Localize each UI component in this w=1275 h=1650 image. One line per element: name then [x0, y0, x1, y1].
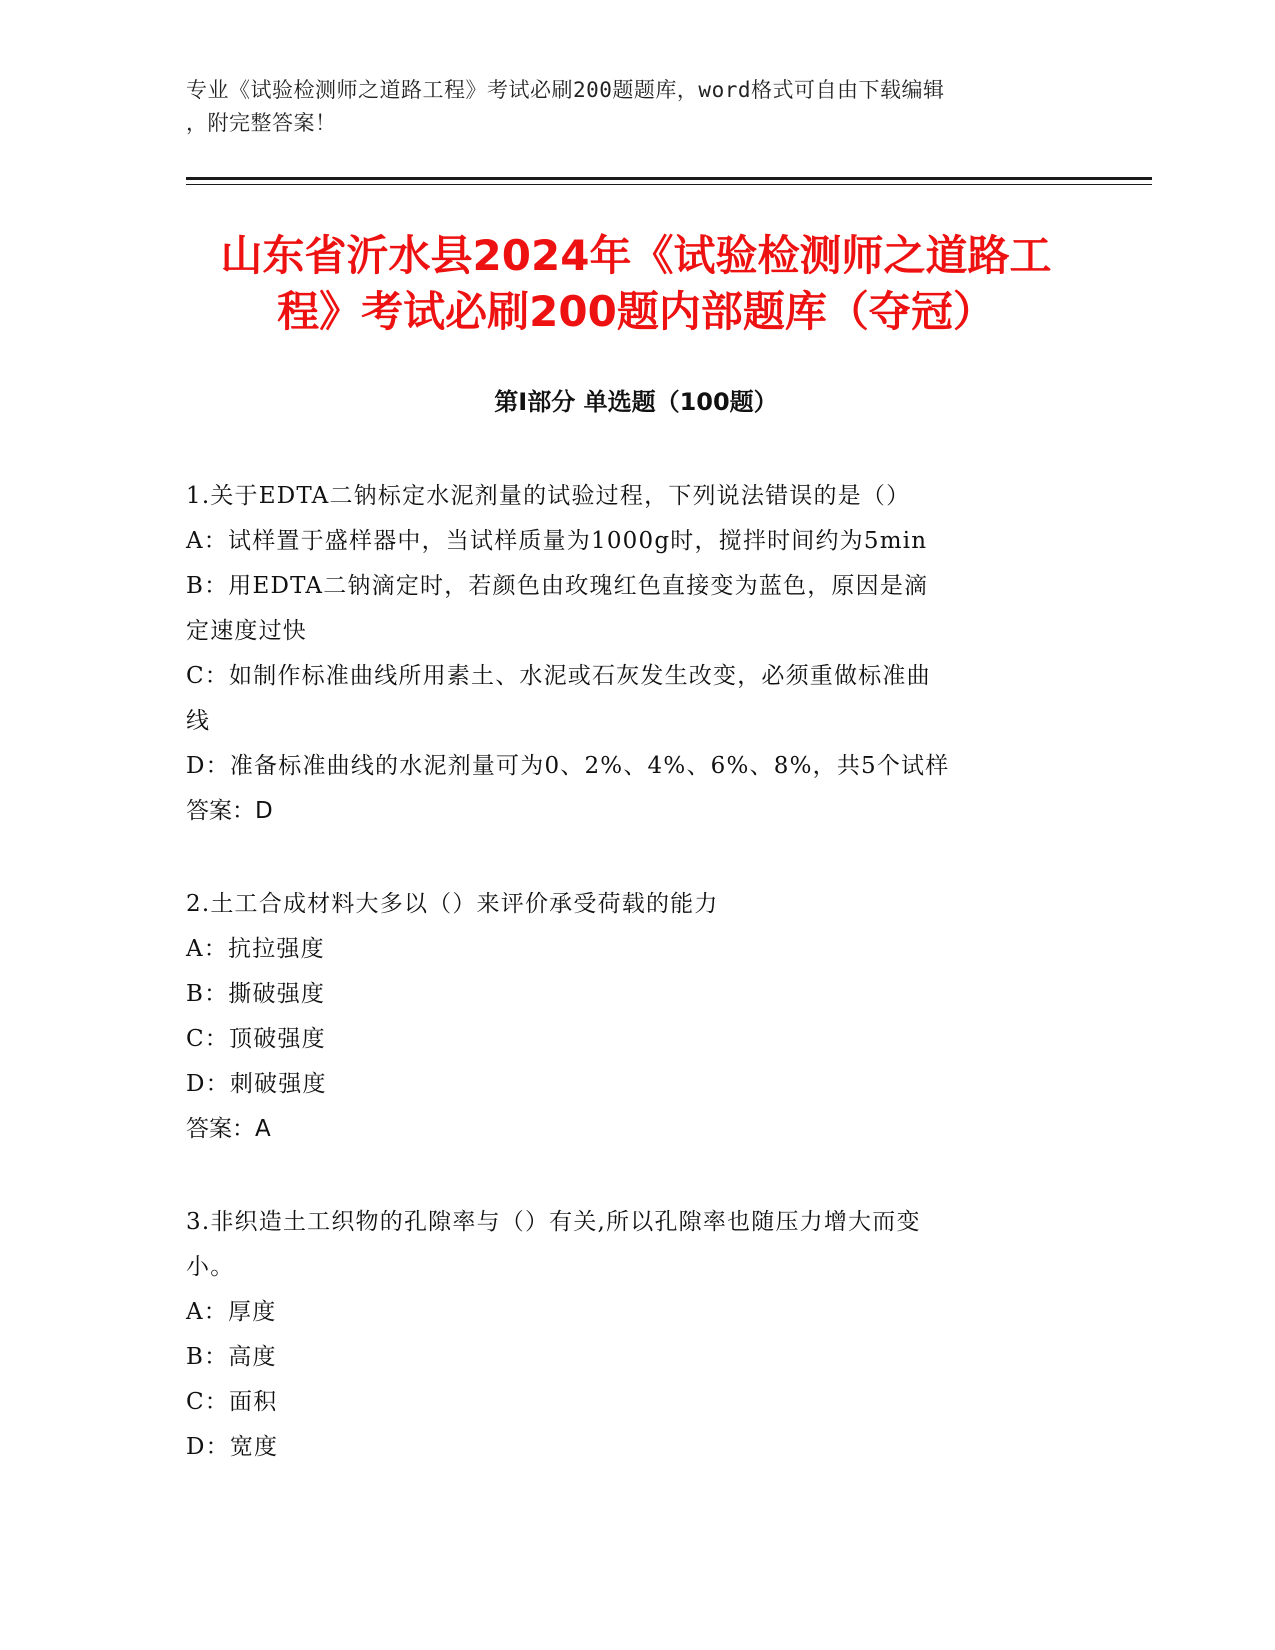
option-a: A：厚度 [186, 1299, 277, 1325]
header-note-line-2: ，附完整答案！ [186, 111, 337, 135]
answer: 答案：D [186, 798, 273, 824]
option-c: C：如制作标准曲线所用素土、水泥或石灰发生改变，必须重做标准曲 [186, 663, 931, 689]
header-divider-thick [186, 177, 1152, 180]
section-heading: 第Ⅰ部分 单选题（100题） [494, 388, 778, 416]
option-d: D：宽度 [186, 1434, 279, 1460]
option-b: B：高度 [186, 1344, 277, 1370]
option-b: B：撕破强度 [186, 981, 326, 1007]
header-divider-thin [186, 184, 1152, 185]
option-c: C：面积 [186, 1389, 278, 1415]
question-1 [186, 474, 1066, 834]
document-title [186, 228, 1086, 340]
option-c-continued: 线 [186, 708, 211, 734]
question-2 [186, 882, 1066, 1152]
document-title-line-2: 程》考试必刷200题内部题库（夺冠） [277, 287, 995, 336]
question-stem: 1.关于EDTA二钠标定水泥剂量的试验过程，下列说法错误的是（） [186, 483, 911, 509]
header-note [186, 74, 1066, 140]
option-b-continued: 定速度过快 [186, 618, 307, 644]
question-list [186, 474, 1066, 1518]
option-d: D：准备标准曲线的水泥剂量可为0、2%、4%、6%、8%，共5个试样 [186, 753, 950, 779]
question-stem-continued: 小。 [186, 1254, 235, 1280]
header-note-line-1: 专业《试验检测师之道路工程》考试必刷200题题库，word格式可自由下载编辑 [186, 78, 945, 102]
option-d: D：刺破强度 [186, 1071, 327, 1097]
option-c: C：顶破强度 [186, 1026, 326, 1052]
question-3 [186, 1200, 1066, 1470]
option-a: A：抗拉强度 [186, 936, 325, 962]
option-b: B：用EDTA二钠滴定时，若颜色由玫瑰红色直接变为蓝色，原因是滴 [186, 573, 929, 599]
question-stem: 2.土工合成材料大多以（）来评价承受荷载的能力 [186, 891, 719, 917]
question-stem: 3.非织造土工织物的孔隙率与（）有关,所以孔隙率也随压力增大而变 [186, 1209, 921, 1235]
document-title-line-1: 山东省沂水县2024年《试验检测师之道路工 [220, 231, 1052, 280]
option-a: A：试样置于盛样器中，当试样质量为1000g时，搅拌时间约为5min [186, 528, 928, 554]
answer: 答案：A [186, 1116, 271, 1142]
